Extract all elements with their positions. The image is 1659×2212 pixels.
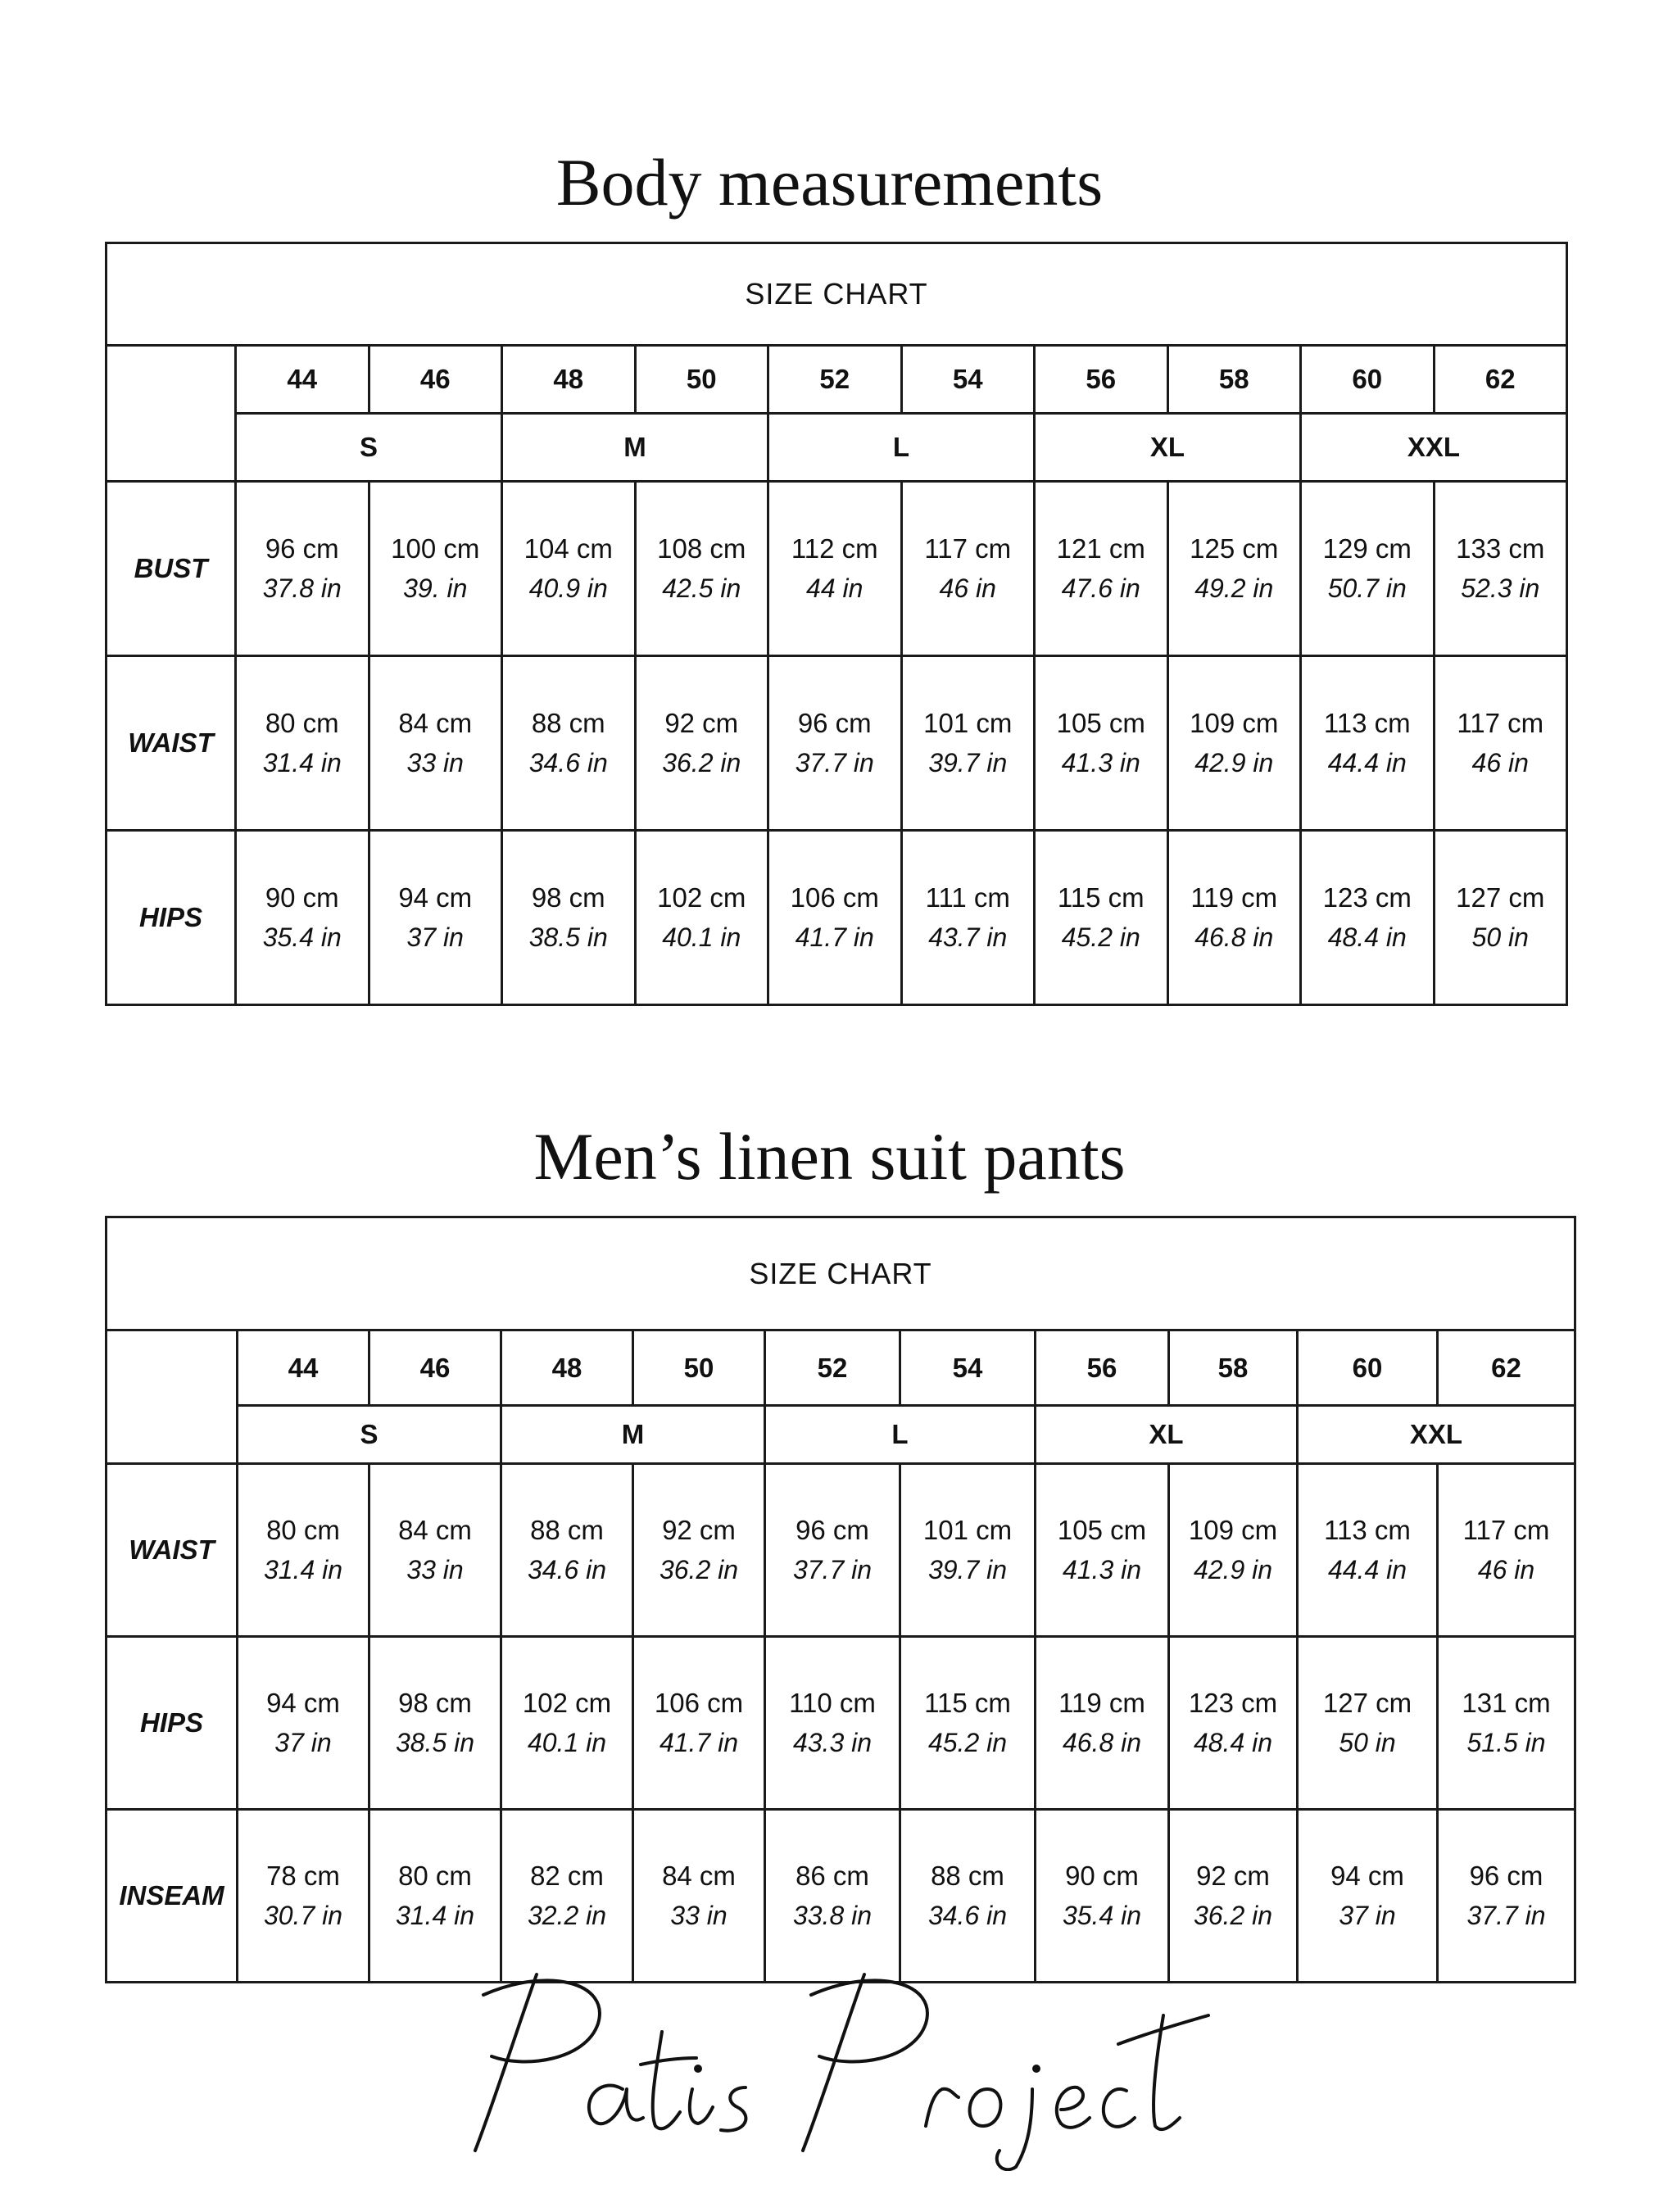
measurement-cell [238,1810,369,1983]
table-row [107,1464,1575,1637]
measurement-cell [369,831,502,1005]
value-cm: 119 cm [1058,1688,1145,1718]
size-number: 58 [1169,1330,1298,1406]
measurement-cell [765,1464,900,1637]
value-in: 51.5 in [1466,1728,1546,1757]
value-in: 40.1 in [662,922,741,952]
value-cm: 115 cm [924,1688,1011,1718]
size-letter-row [107,414,1567,482]
value-cm: 111 cm [925,882,1010,913]
value-cm: 92 cm [662,1515,736,1545]
value-cm: 110 cm [789,1688,876,1718]
measurement-cell [1169,1637,1298,1810]
value-in: 34.6 in [927,1901,1008,1930]
linen-pants-title: Men’s linen suit pants [533,1119,1126,1194]
measurement-cell [635,482,768,656]
value-cm: 96 cm [1469,1861,1543,1891]
value-in: 41.3 in [1061,748,1140,777]
value-cm: 94 cm [1330,1861,1404,1891]
value-cm: 88 cm [531,708,605,738]
measurement-cell [1169,1464,1298,1637]
value-in: 42.5 in [662,573,741,603]
size-number-row [107,346,1567,414]
measurement-cell [633,1464,765,1637]
measurement-cell [1036,1810,1169,1983]
value-cm: 92 cm [664,708,739,738]
value-cm: 96 cm [797,708,872,738]
caption-row [107,243,1567,346]
value-in: 30.7 in [263,1901,343,1930]
measurement-cell [1434,831,1567,1005]
size-letter: M [502,414,768,482]
size-number: 50 [633,1330,765,1406]
value-cm: 96 cm [265,533,339,564]
value-cm: 108 cm [657,533,746,564]
value-cm: 100 cm [391,533,480,564]
patis-project-signature [459,1966,1213,2171]
value-cm: 133 cm [1456,533,1545,564]
value-in: 34.6 in [528,748,608,777]
value-in: 50.7 in [1327,573,1407,603]
measurement-cell [1167,482,1301,656]
size-number: 44 [236,346,369,414]
measurement-cell [501,1810,633,1983]
size-number: 46 [369,346,502,414]
measurement-cell [765,1810,900,1983]
size-chart-caption: SIZE CHART [107,243,1567,346]
value-in: 41.7 in [795,922,874,952]
measurement-cell [236,831,369,1005]
measurement-cell [369,1810,501,1983]
measurement-cell [236,482,369,656]
size-letter: XXL [1298,1406,1575,1464]
size-letter: XL [1035,414,1301,482]
value-in: 43.7 in [928,922,1008,952]
value-cm: 84 cm [662,1861,736,1891]
value-in: 41.3 in [1062,1555,1142,1584]
measurement-cell [1434,656,1567,831]
measurement-cell [369,482,502,656]
value-in: 44.4 in [1327,748,1407,777]
value-in: 37 in [274,1728,332,1757]
size-letter: L [768,414,1035,482]
size-letter: M [501,1406,765,1464]
measurement-cell [369,656,502,831]
value-cm: 80 cm [398,1861,472,1891]
value-in: 46 in [1471,748,1529,777]
value-cm: 106 cm [790,882,879,913]
value-in: 32.2 in [527,1901,607,1930]
size-number: 62 [1434,346,1567,414]
value-cm: 94 cm [266,1688,340,1718]
measurement-cell [501,1637,633,1810]
value-cm: 117 cm [1457,708,1544,738]
measurement-cell [635,831,768,1005]
value-cm: 86 cm [796,1861,869,1891]
value-in: 39.7 in [927,1555,1008,1584]
value-in: 33 in [406,748,464,777]
value-in: 47.6 in [1061,573,1140,603]
value-cm: 92 cm [1196,1861,1270,1891]
measurement-cell [1434,482,1567,656]
value-in: 35.4 in [262,922,342,952]
value-in: 45.2 in [1061,922,1140,952]
value-cm: 119 cm [1190,882,1278,913]
size-number: 54 [900,1330,1036,1406]
measurement-cell [768,831,902,1005]
linen-pants-table [105,1216,1576,1983]
measurement-cell [768,656,902,831]
value-cm: 78 cm [266,1861,340,1891]
size-chart-caption: SIZE CHART [107,1217,1575,1330]
corner-cell [107,346,236,482]
value-in: 46.8 in [1062,1728,1142,1757]
measurement-cell [900,1810,1036,1983]
size-letter: XL [1036,1406,1298,1464]
measurement-cell [502,831,636,1005]
value-cm: 109 cm [1190,708,1279,738]
value-in: 39. in [403,573,468,603]
value-cm: 96 cm [796,1515,869,1545]
measurement-cell [765,1637,900,1810]
value-in: 36.2 in [1193,1901,1273,1930]
value-cm: 102 cm [657,882,746,913]
measurement-cell [901,656,1035,831]
measurement-cell [1167,831,1301,1005]
value-in: 48.4 in [1327,922,1407,952]
measurement-cell [1438,1464,1575,1637]
value-cm: 102 cm [522,1688,612,1718]
value-in: 49.2 in [1194,573,1274,603]
measurement-cell [768,482,902,656]
value-cm: 104 cm [524,533,613,564]
measurement-cell [1035,482,1168,656]
caption-row [107,1217,1575,1330]
measurement-cell [1301,831,1435,1005]
row-label: WAIST [107,1464,238,1637]
value-cm: 101 cm [923,708,1013,738]
value-in: 31.4 in [395,1901,475,1930]
measurement-cell [633,1810,765,1983]
measurement-cell [1298,1637,1438,1810]
size-letter: L [765,1406,1036,1464]
measurement-cell [1438,1637,1575,1810]
size-letter: XXL [1301,414,1567,482]
measurement-cell [1438,1810,1575,1983]
size-number: 44 [238,1330,369,1406]
size-number: 62 [1438,1330,1575,1406]
value-in: 33 in [406,1555,464,1584]
body-measurements-title: Body measurements [555,145,1104,220]
value-cm: 82 cm [530,1861,604,1891]
value-in: 38.5 in [528,922,608,952]
value-in: 42.9 in [1193,1555,1273,1584]
value-in: 39.7 in [928,748,1008,777]
measurement-cell [236,656,369,831]
value-cm: 127 cm [1456,882,1545,913]
value-in: 33 in [670,1901,728,1930]
value-in: 33.8 in [792,1901,873,1930]
value-in: 44.4 in [1327,1555,1407,1584]
measurement-cell [1035,656,1168,831]
measurement-cell [502,656,636,831]
size-number: 46 [369,1330,501,1406]
size-number: 60 [1298,1330,1438,1406]
value-in: 46 in [1477,1555,1535,1584]
row-label: WAIST [107,656,236,831]
measurement-cell [1036,1637,1169,1810]
value-in: 31.4 in [263,1555,343,1584]
value-cm: 101 cm [922,1515,1013,1545]
measurement-cell [502,482,636,656]
table-row [107,1810,1575,1983]
value-cm: 109 cm [1188,1515,1278,1545]
size-number: 54 [901,346,1035,414]
size-number: 48 [501,1330,633,1406]
size-number: 52 [768,346,902,414]
value-in: 50 in [1471,922,1529,952]
size-number: 60 [1301,346,1435,414]
value-cm: 105 cm [1057,1515,1147,1545]
size-number: 56 [1035,346,1168,414]
value-cm: 105 cm [1056,708,1145,738]
measurement-cell [238,1464,369,1637]
measurement-cell [901,482,1035,656]
value-in: 40.9 in [528,573,608,603]
value-in: 46.8 in [1194,922,1274,952]
measurement-cell [1301,656,1435,831]
value-cm: 121 cm [1056,533,1145,564]
row-label: HIPS [107,831,236,1005]
size-number: 52 [765,1330,900,1406]
value-in: 52.3 in [1461,573,1540,603]
body-measurements-table [105,242,1568,1006]
value-cm: 127 cm [1322,1688,1412,1718]
value-cm: 106 cm [654,1688,744,1718]
value-in: 48.4 in [1193,1728,1273,1757]
measurement-cell [1035,831,1168,1005]
value-cm: 123 cm [1188,1688,1278,1718]
table-row [107,831,1567,1005]
row-label: BUST [107,482,236,656]
value-cm: 90 cm [1065,1861,1139,1891]
value-cm: 115 cm [1057,882,1145,913]
value-cm: 113 cm [1323,708,1411,738]
value-cm: 84 cm [398,1515,472,1545]
value-in: 38.5 in [395,1728,475,1757]
value-in: 43.3 in [792,1728,873,1757]
value-cm: 129 cm [1322,533,1412,564]
value-cm: 113 cm [1324,1515,1411,1545]
value-cm: 80 cm [266,1515,340,1545]
measurement-cell [369,1637,501,1810]
size-letter: S [238,1406,501,1464]
value-in: 36.2 in [662,748,741,777]
value-in: 36.2 in [659,1555,739,1584]
value-cm: 117 cm [1462,1515,1550,1545]
measurement-cell [900,1637,1036,1810]
size-number: 56 [1036,1330,1169,1406]
value-cm: 125 cm [1190,533,1279,564]
measurement-cell [635,656,768,831]
measurement-cell [238,1637,369,1810]
size-number: 50 [635,346,768,414]
value-in: 37 in [1339,1901,1396,1930]
value-cm: 80 cm [265,708,339,738]
size-letter-row [107,1406,1575,1464]
value-cm: 90 cm [265,882,339,913]
value-cm: 88 cm [931,1861,1004,1891]
table-row [107,482,1567,656]
measurement-cell [1298,1810,1438,1983]
value-cm: 88 cm [530,1515,604,1545]
value-in: 35.4 in [1062,1901,1142,1930]
value-in: 45.2 in [927,1728,1008,1757]
measurement-cell [633,1637,765,1810]
size-number-row [107,1330,1575,1406]
table-row [107,1637,1575,1810]
measurement-cell [901,831,1035,1005]
value-in: 37.7 in [792,1555,873,1584]
value-cm: 123 cm [1322,882,1412,913]
measurement-cell [501,1464,633,1637]
value-in: 37.7 in [795,748,874,777]
value-in: 37 in [406,922,464,952]
value-cm: 98 cm [531,882,605,913]
value-in: 50 in [1339,1728,1396,1757]
size-number: 48 [502,346,636,414]
value-in: 46 in [939,573,996,603]
corner-cell [107,1330,238,1464]
value-in: 37.8 in [262,573,342,603]
value-cm: 84 cm [398,708,473,738]
size-number: 58 [1167,346,1301,414]
measurement-cell [1298,1464,1438,1637]
value-in: 40.1 in [527,1728,607,1757]
row-label: INSEAM [107,1810,238,1983]
measurement-cell [1036,1464,1169,1637]
measurement-cell [1167,656,1301,831]
size-letter: S [236,414,502,482]
value-in: 31.4 in [262,748,342,777]
measurement-cell [1169,1810,1298,1983]
value-cm: 117 cm [924,533,1012,564]
value-cm: 131 cm [1462,1688,1551,1718]
value-in: 42.9 in [1194,748,1274,777]
measurement-cell [1301,482,1435,656]
row-label: HIPS [107,1637,238,1810]
value-in: 37.7 in [1466,1901,1546,1930]
value-in: 34.6 in [527,1555,607,1584]
value-cm: 112 cm [791,533,878,564]
value-cm: 94 cm [398,882,473,913]
value-in: 41.7 in [659,1728,739,1757]
measurement-cell [900,1464,1036,1637]
table-row [107,656,1567,831]
value-in: 44 in [806,573,863,603]
measurement-cell [369,1464,501,1637]
value-cm: 98 cm [398,1688,472,1718]
